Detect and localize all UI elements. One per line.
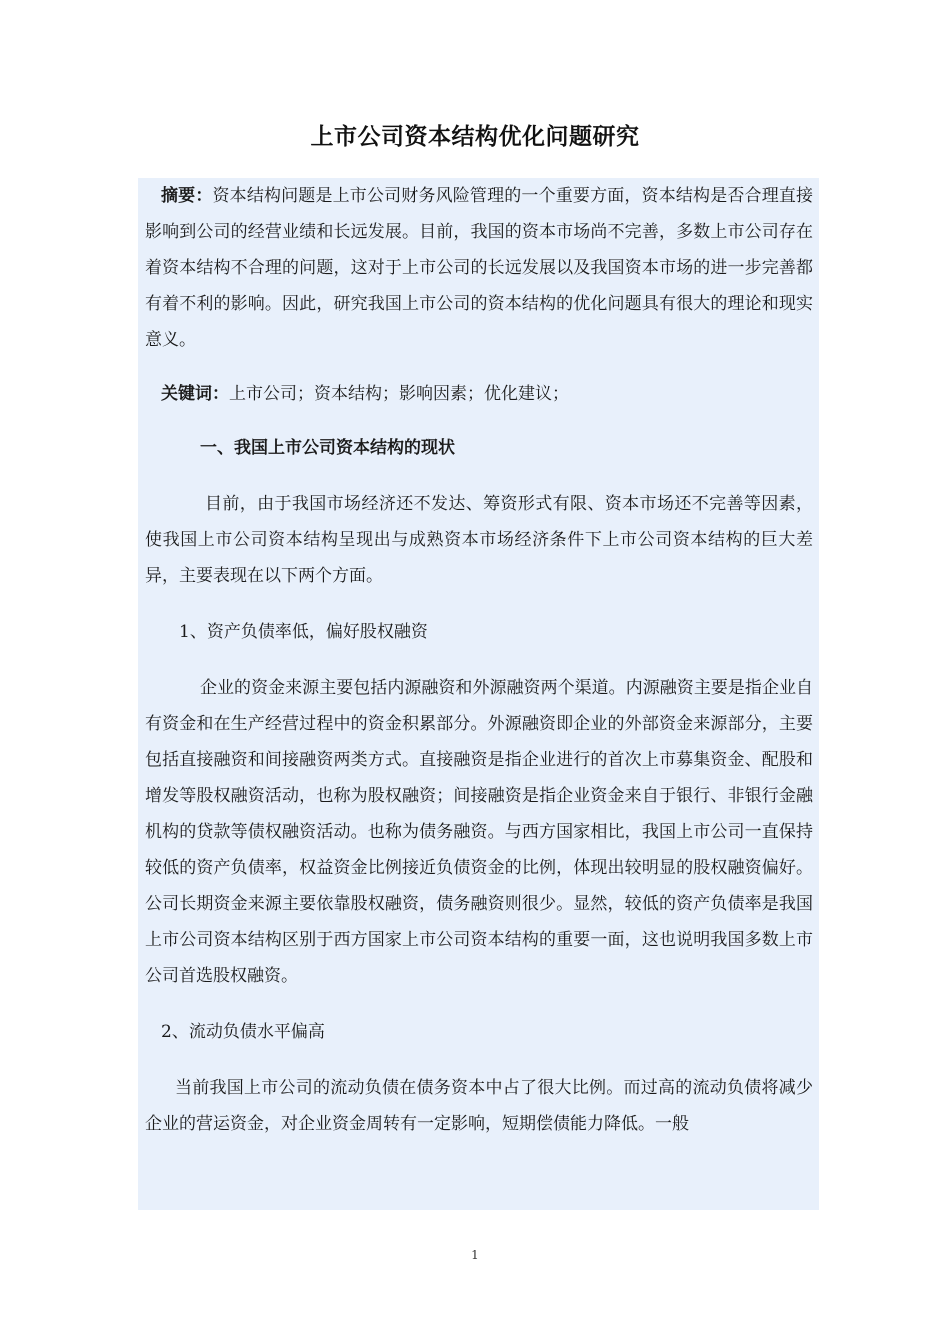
- subsection-paragraph-2: 当前我国上市公司的流动负债在债务资本中占了很大比例。而过高的流动负债将减少企业的营运资金，对企业资金周转有一定影响，短期偿债能力降低。一般: [145, 1078, 813, 1134]
- document-body: [145, 178, 813, 1142]
- section-intro-paragraph: 目前，由于我国市场经济还不发达、筹资形式有限、资本市场还不完善等因素，使我国上市公司资本结构呈现出与成熟资本市场经济条件下上市公司资本结构的巨大差异，主要表现在以下两个方面。: [145, 494, 813, 586]
- keywords-text: 上市公司；资本结构；影响因素；优化建议；: [229, 384, 569, 404]
- abstract-paragraph: [145, 178, 813, 358]
- page-number: 1: [471, 1248, 479, 1262]
- document-title: 上市公司资本结构优化问题研究: [310, 124, 640, 150]
- subsection-heading-1: 1、资产负债率低，偏好股权融资: [179, 622, 428, 642]
- subsection-heading-2: 2、流动负债水平偏高: [161, 1022, 325, 1042]
- abstract-label: 摘要：: [161, 186, 213, 206]
- subsection-paragraph-1: 企业的资金来源主要包括内源融资和外源融资两个渠道。内源融资主要是指企业自有资金和在生产经营过程中的资金积累部分。外源融资即企业的外部资金来源部分，主要包括直接融资和间接融资两类方式。直接融资是指企业进行的首次上市募集资金、配股和增发等股权融资活动，也称为股权融资；间接融资是指企业资金来自于银行、非银行金融机构的贷款等债权融资活动。也称为债务融资。与西方国家相比，我国上市公司一直保持较低的资产负债率，权益资金比例接近负债资金的比例，体现出较明显的股权融资偏好。公司长期资金来源主要依靠股权融资，债务融资则很少。显然，较低的资产负债率是我国上市公司资本结构区别于西方国家上市公司资本结构的重要一面，这也说明我国多数上市公司首选股权融资。: [145, 678, 813, 986]
- section-heading: 一、我国上市公司资本结构的现状: [200, 438, 455, 458]
- keywords-paragraph: [145, 376, 813, 412]
- keywords-label: 关键词：: [161, 384, 229, 404]
- abstract-text: 资本结构问题是上市公司财务风险管理的一个重要方面，资本结构是否合理直接影响到公司的经营业绩和长远发展。目前，我国的资本市场尚不完善，多数上市公司存在着资本结构不合理的问题，这对于上市公司的长远发展以及我国资本市场的进一步完善都有着不利的影响。因此，研究我国上市公司的资本结构的优化问题具有很大的理论和现实意义。: [145, 186, 814, 350]
